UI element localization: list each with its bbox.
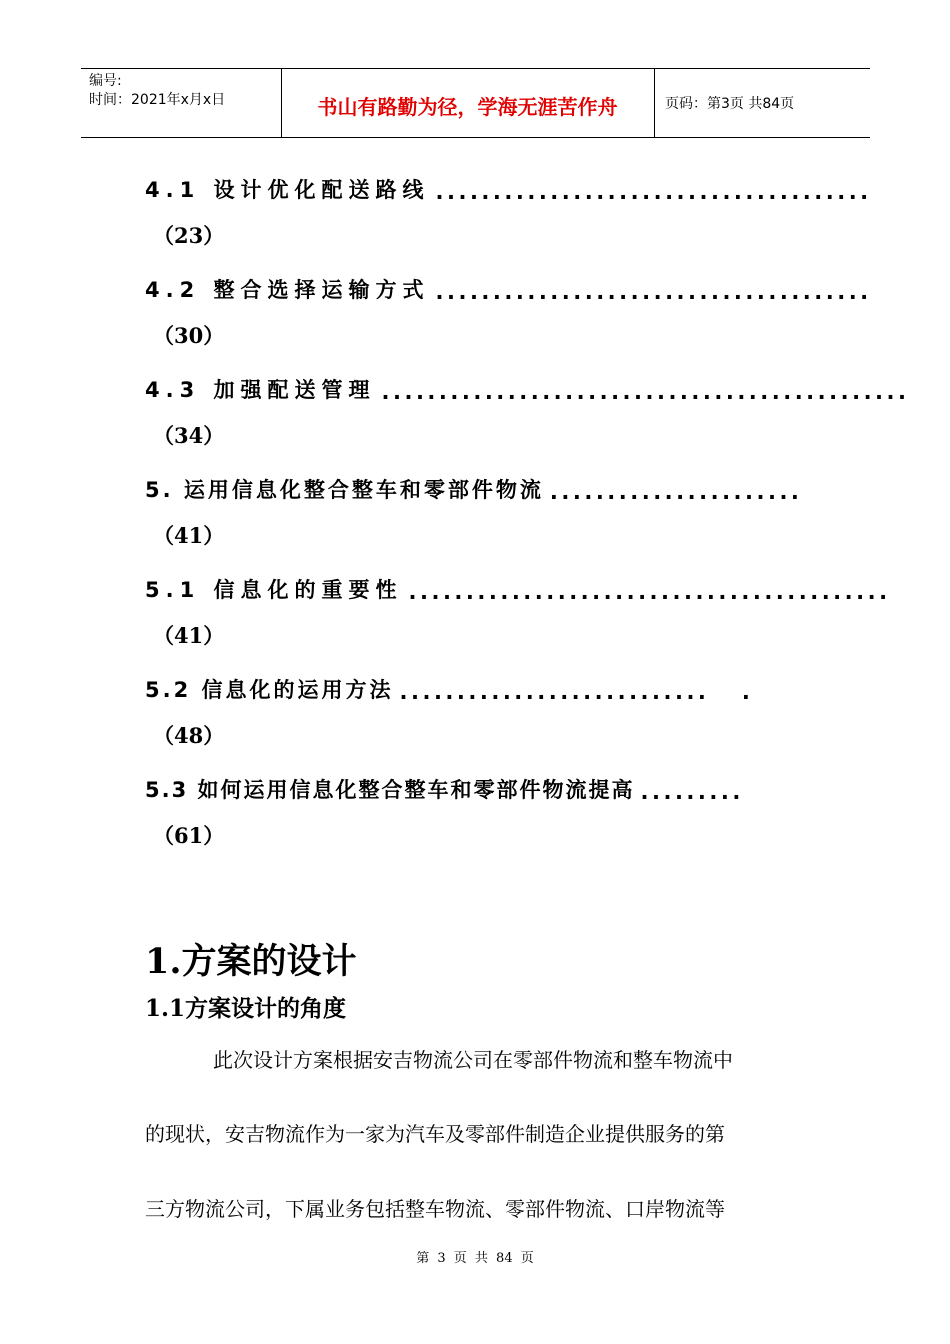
paragraph-line: 此次设计方案根据安吉物流公司在零部件物流和整车物流中 [213,1048,733,1072]
page-header [81,68,870,138]
toc-entry-page: （48） [153,723,225,748]
toc-leader-dots: .............................................. [381,380,910,404]
toc-entry[interactable] [145,468,805,568]
table-of-contents [145,168,910,868]
toc-entry-title: 5.1 信息化的重要性 [145,578,403,602]
header-meta [89,72,225,110]
page-footer: 第 3 页 共 84 页 [416,1251,534,1266]
header-number-label: 编号: [89,73,122,89]
toc-entry-page: （34） [153,423,225,448]
toc-entry[interactable] [145,268,872,368]
header-motto: 书山有路勤为径，学海无涯苦作舟 [317,95,618,119]
toc-entry[interactable] [145,168,872,268]
toc-entry[interactable] [145,668,805,768]
toc-entry[interactable] [145,568,891,668]
toc-entry-page: （61） [153,823,225,848]
toc-entry-title: 4.1 设计优化配送路线 [145,178,430,202]
toc-entry[interactable] [145,368,910,468]
toc-leader-dots: ........................... . [399,680,754,704]
toc-entry-page: （23） [153,223,225,248]
toc-leader-dots: ......... [640,780,744,804]
toc-entry[interactable] [145,768,805,868]
toc-leader-dots: ...................................... [435,280,872,304]
paragraph-line: 三方物流公司，下属业务包括整车物流、零部件物流、口岸物流等 [145,1197,725,1221]
toc-entry-title: 4.2 整合选择运输方式 [145,278,430,302]
header-page-info: 页码：第3页 共84页 [665,96,795,112]
toc-entry-title: 5.3 如何运用信息化整合整车和零部件物流提高 [145,778,635,802]
toc-leader-dots: .......................................... [408,580,891,604]
toc-leader-dots: ...................... [549,480,803,504]
toc-entry-title: 5.2 信息化的运用方法 [145,678,394,702]
header-time-label: 时间：2021年x月x日 [89,92,226,108]
toc-leader-dots: ...................................... [435,180,872,204]
section-heading: 1.方案的设计 [145,941,357,982]
toc-entry-title: 5. 运用信息化整合整车和零部件物流 [145,478,544,502]
toc-entry-page: （30） [153,323,225,348]
toc-entry-page: （41） [153,623,225,648]
paragraph-line: 的现状，安吉物流作为一家为汽车及零部件制造企业提供服务的第 [145,1122,725,1146]
toc-entry-title: 4.3 加强配送管理 [145,378,376,402]
subsection-heading: 1.1方案设计的角度 [145,995,347,1022]
header-divider-right [654,69,655,137]
toc-entry-page: （41） [153,523,225,548]
